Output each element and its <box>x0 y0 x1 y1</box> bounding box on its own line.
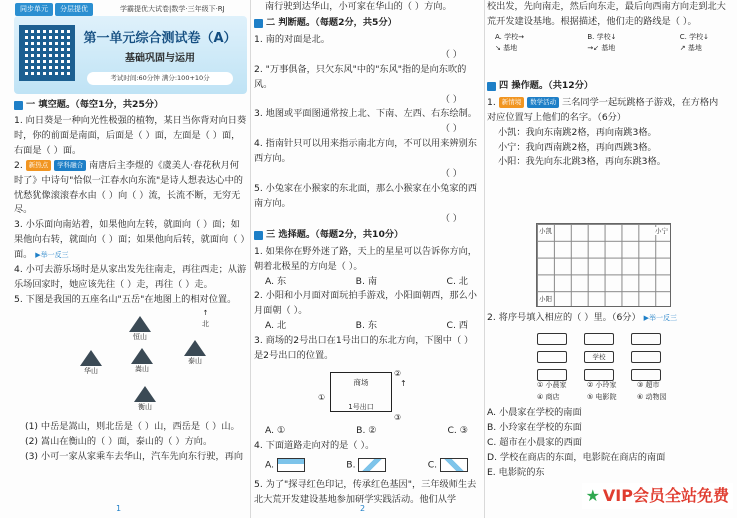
road-figure-a <box>277 458 305 472</box>
option-a[interactable]: A. 北 <box>265 320 287 332</box>
road-figure-c <box>440 458 468 472</box>
column-2 <box>254 0 482 518</box>
star-icon: ★ <box>585 486 600 506</box>
badge-activity: 数学活动 <box>527 97 559 108</box>
operation-2: 2. 将序号填入相应的（ ）里。（6分） ▶举一反三 <box>487 312 677 323</box>
option-c[interactable]: C. 北 <box>446 275 468 287</box>
section-operation: 四 操作题。（共12分） <box>487 78 727 96</box>
tag-level: 分层提优 <box>55 3 93 16</box>
position-3: ③ <box>394 412 402 422</box>
position-2: ② <box>394 368 402 378</box>
judge-2: 2. "万事俱备，只欠东风"中的"东风"指的是向东吹的风。 <box>254 63 467 90</box>
operation-1: 1. 新情境 数学活动 三名同学一起玩跳格子游戏，在方格内对应位置写上他们的名字。（6分） <box>487 96 719 123</box>
page-number-2: 2 <box>360 504 366 514</box>
operation-2-statements: A. 小晨家在学校的南面 B. 小玲家在学校的东面 C. 超市在小晨家的西面 D. 学校在商店的东面，电影院在商店的南面 E. 电影院的东 <box>487 407 666 478</box>
practice-link[interactable]: ▶举一反三 <box>643 314 677 322</box>
judge-1-answer[interactable]: （ ） <box>440 48 462 60</box>
route-c[interactable]: C. 学校↓ ↗ 基地 <box>679 32 709 53</box>
judge-4-answer[interactable]: （ ） <box>440 168 462 180</box>
series-name: 学霸提优大试卷|数学·三年级下·RJ <box>120 5 225 13</box>
choice-4-options <box>254 454 482 478</box>
mountain-songshan: 嵩山 <box>131 348 153 375</box>
route-options <box>487 30 727 78</box>
judge-5-answer[interactable]: （ ） <box>440 212 462 224</box>
option-b[interactable]: B. 南 <box>355 275 378 287</box>
operation-1-kai: 小凯：我向东南跳2格，再向南跳3格。 <box>498 126 657 138</box>
mountain-taishan: 泰山 <box>184 340 206 367</box>
option-c[interactable]: C. ③ <box>447 424 468 436</box>
badge-subject: 学科融合 <box>54 160 86 171</box>
column-divider <box>484 0 485 518</box>
hopscotch-grid[interactable]: 小凯 小宁 小阳 <box>536 223 671 307</box>
north-arrow-icon: ↑ 北 <box>202 308 209 329</box>
mountain-huashan: 华山 <box>80 350 102 377</box>
title-panel <box>14 16 247 94</box>
question-3: 3. 小乐面向南站着，如果他向左转，就面向（ ）面；如果他向右转，就面向（ ）面；如果他向后转，就面向（ ）面。 ▶举一反三 <box>14 219 245 261</box>
choice-4: 4. 下面道路走向对的是（ ）。 <box>254 439 375 451</box>
column-divider <box>250 0 251 518</box>
judge-2-answer[interactable]: （ ） <box>440 93 462 105</box>
option-a[interactable]: A. <box>265 458 305 473</box>
column-3 <box>487 0 727 518</box>
question-4: 4. 小可去游乐场时是从家出发先往南走，再往西走；从游乐场回家时，她应该先往（ ）走，再往（ ）走。 <box>14 264 247 290</box>
option-b[interactable]: B. 东 <box>355 320 378 332</box>
operation-1-ning: 小宁：我向西南跳2格，再向西跳3格。 <box>498 141 657 153</box>
judge-1: 1. 南的对面是北。 <box>254 33 330 45</box>
page-number-1: 1 <box>116 504 122 514</box>
mall-diagram <box>254 364 482 424</box>
choice-5-cont: 校出发，先向南走，然后向东走，最后向西南方向走到北大荒开发建设基地。根据描述，他们走的路线是（ ）。 <box>487 1 726 27</box>
judge-3-answer[interactable]: （ ） <box>440 123 462 135</box>
judge-4: 4. 指南针只可以用来指示南北方向，不可以用来辨别东西方向。 <box>254 138 477 165</box>
operation-1-yang: 小阳：我先向东北跳3格，再向东跳3格。 <box>498 156 666 168</box>
section-judge: 二 判断题。（每题2分，共5分） <box>254 15 482 33</box>
page-subtitle: 基础巩固与运用 <box>125 53 195 64</box>
practice-link[interactable]: ▶举一反三 <box>35 251 69 260</box>
badge-hot: 新热点 <box>26 160 52 171</box>
option-b[interactable]: B. ② <box>356 424 377 436</box>
choice-1: 1. 如果你在野外迷了路，天上的星星可以告诉你方向，朝着北极星的方向是（ ）。 <box>254 245 477 272</box>
question-5: 5. 下图是我国的五座名山"五岳"在地图上的相对位置。 <box>14 293 237 305</box>
legend: ① 小晨家 ② 小玲家 ③ 超市 ④ 商店 ⑤ 电影院 ⑥ 动物园 <box>537 381 667 401</box>
choice-5: 5. 为了"探寻红色印记，传承红色基因"，三年级师生去北大荒开发建设基地参加研学实践活动。他们从学 <box>254 478 477 505</box>
choice-3-options <box>254 424 482 439</box>
mall-box: 商场 1号出口 <box>330 372 392 412</box>
north-arrow-icon: ↑ <box>400 378 407 388</box>
question-5-3-cont: 南行驶到达华山，小可家在华山的（ ）方向。 <box>265 1 452 12</box>
section-marker-icon <box>254 231 263 240</box>
road-figure-b <box>358 458 386 472</box>
judge-3: 3. 地图或平面图通常按上北、下南、左西、右东绘制。 <box>254 108 477 120</box>
section-fill-blanks: 一 填空题。（每空1分，共25分） <box>14 96 247 114</box>
exam-meta: 考试时间:60分钟 满分:100+10分 <box>87 72 233 85</box>
qr-code-icon <box>19 25 75 81</box>
question-5-2: (2) 嵩山在衡山的（ ）面，泰山的（ ）方向。 <box>25 435 213 447</box>
question-2: 2. 新热点 学科融合 南唐后主李煜的《虞美人·春花秋月何时了》中诗句"恰似一江春水向东流"是诗人想表达心中的忧愁犹像滚滚春水由（ ）向（ ）流，长流不断，无穷无尽。 <box>14 159 243 216</box>
page-title: 第一单元综合测试卷（A） <box>83 31 237 46</box>
school-box: 学校 <box>584 351 614 363</box>
vip-banner[interactable]: ★ VIP会员全站免费 <box>582 483 733 509</box>
five-mountains-map <box>34 308 224 420</box>
option-c[interactable]: C. <box>428 458 468 473</box>
option-c[interactable]: C. 西 <box>446 320 468 332</box>
route-a[interactable]: A. 学校→ ↘ 基地 <box>495 32 524 53</box>
mountain-hengshan-north: 恒山 <box>129 316 151 343</box>
choice-1-options <box>254 275 482 290</box>
column-1 <box>14 96 247 518</box>
section-marker-icon <box>487 82 496 91</box>
option-a[interactable]: A. ① <box>265 424 286 436</box>
position-1: ① <box>318 392 326 402</box>
judge-5: 5. 小兔家在小猴家的东北面，那么小猴家在小兔家的西南方向。 <box>254 182 477 209</box>
badge-new: 新情境 <box>499 97 525 108</box>
mountain-hengshan-south: 衡山 <box>134 386 156 413</box>
choice-2-options <box>254 319 482 334</box>
question-5-3: (3) 小可一家从家乘车去华山，汽车先向东行驶，再向 <box>25 450 244 462</box>
section-marker-icon <box>254 19 263 28</box>
section-marker-icon <box>14 101 23 110</box>
question-1: 1. 向日葵是一种向光性极强的植物，某日当你背对向日葵时，你的前面是南面，后面是（ ）面，左面是（ ）面，右面是（ ）面。 <box>14 115 247 156</box>
header-tags <box>15 3 95 16</box>
question-5-1: (1) 中岳是嵩山，则北岳是（ ）山，西岳是（ ）山。 <box>25 420 240 432</box>
tag-sync: 同步单元 <box>15 3 53 16</box>
option-a[interactable]: A. 东 <box>265 275 287 287</box>
section-choice: 三 选择题。（每题2分，共10分） <box>254 227 482 245</box>
option-b[interactable]: B. <box>346 458 386 473</box>
choice-2: 2. 小阳和小月面对面玩拍手游戏，小阳面朝西，那么小月面朝（ ）。 <box>254 290 477 317</box>
route-b[interactable]: B. 学校↓ →↙ 基地 <box>587 32 617 53</box>
choice-3: 3. 商场的2号出口在1号出口的东北方向，下图中（ ）是2号出口的位置。 <box>254 335 474 362</box>
